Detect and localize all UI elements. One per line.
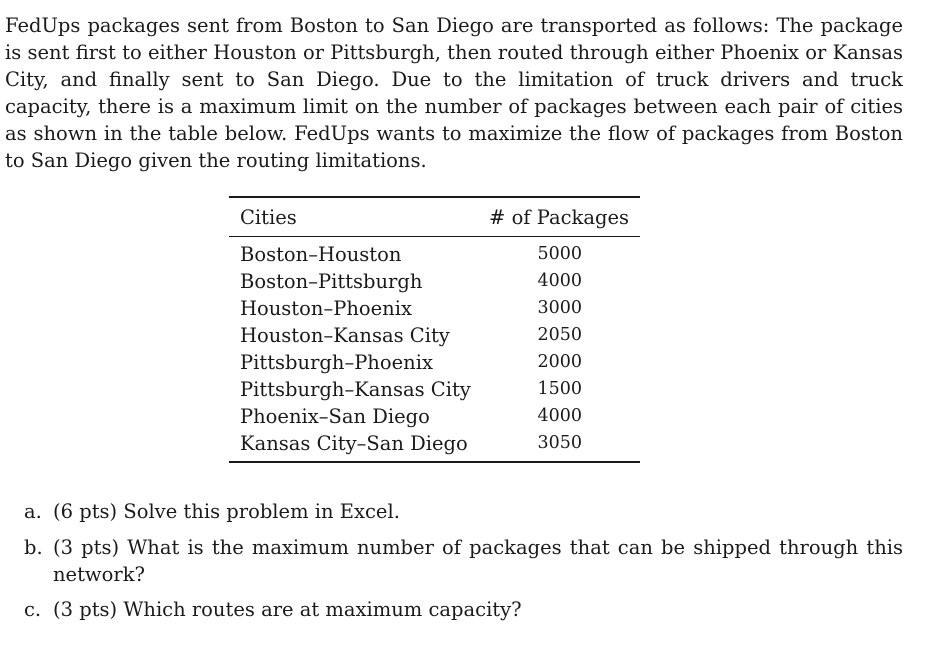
packages-cell: 2050 <box>537 325 582 345</box>
table-row <box>229 268 640 295</box>
question-item <box>0 596 903 623</box>
question-item <box>0 498 903 525</box>
table-row <box>229 322 640 349</box>
question-marker: b. <box>24 536 43 559</box>
route-cell: Phoenix–San Diego <box>240 405 430 428</box>
route-cell: Houston–Kansas City <box>240 324 450 347</box>
table-header-row <box>229 197 640 237</box>
route-cell: Pittsburgh–Kansas City <box>240 378 471 401</box>
packages-cell: 3050 <box>537 433 582 453</box>
question-text: (3 pts) What is the maximum number of packages that can be shipped through this network? <box>53 536 903 586</box>
table-row <box>229 237 640 269</box>
table-row <box>229 295 640 322</box>
capacity-table-container <box>229 196 640 463</box>
question-marker: a. <box>24 500 42 523</box>
question-text: (3 pts) Which routes are at maximum capacity? <box>53 598 522 621</box>
packages-cell: 2000 <box>537 352 582 372</box>
packages-cell: 5000 <box>537 244 582 264</box>
route-cell: Boston–Pittsburgh <box>240 270 423 293</box>
route-cell: Kansas City–San Diego <box>240 432 468 455</box>
column-header-packages: # of Packages <box>489 205 629 229</box>
table-row <box>229 430 640 462</box>
table-row <box>229 376 640 403</box>
packages-cell: 3000 <box>537 298 582 318</box>
packages-cell: 4000 <box>537 271 582 291</box>
question-text: (6 pts) Solve this problem in Excel. <box>53 500 400 523</box>
packages-cell: 4000 <box>537 406 582 426</box>
packages-cell: 1500 <box>537 379 582 399</box>
problem-statement: FedUps packages sent from Boston to San Diego are transported as follows: The package is sent first to either Houston or Pittsburgh, then routed through either Phoenix or Kansas City, and finally sent to San Diego. Due to the limitation of truck drivers and truck capacity, there is a maximum limit on the number of packages between each pair of cities as shown in the table below. FedUps wants to maximize the flow of packages from Boston to San Diego given the routing limitations. <box>5 14 903 172</box>
route-cell: Houston–Phoenix <box>240 297 412 320</box>
capacity-table <box>229 196 640 463</box>
table-row <box>229 403 640 430</box>
table-row <box>229 349 640 376</box>
column-header-cities: Cities <box>240 205 297 229</box>
route-cell: Boston–Houston <box>240 243 402 266</box>
question-item <box>0 534 903 588</box>
question-list <box>0 498 903 623</box>
question-marker: c. <box>24 598 42 621</box>
route-cell: Pittsburgh–Phoenix <box>240 351 433 374</box>
